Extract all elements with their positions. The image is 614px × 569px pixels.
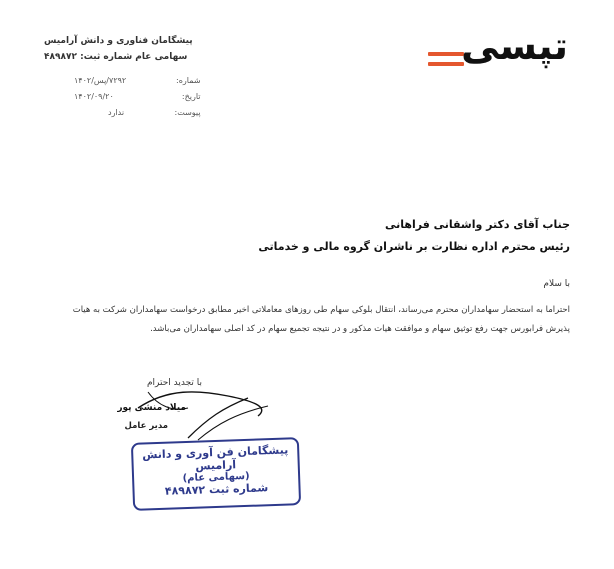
signer-role: مدیر عامل — [124, 421, 168, 431]
signature-icon — [128, 378, 278, 448]
company-name: پیشگامان فناوری و دانش آرامیس — [44, 36, 193, 46]
greeting: با سلام — [543, 279, 570, 289]
letter-number-label: شماره: — [176, 76, 201, 85]
registration-number: سهامی عام شماره ثبت: ۴۸۹۸۷۲ — [44, 52, 188, 62]
recipient-title: رئیس محترم اداره نظارت بر ناشران گروه مالی و خدماتی — [258, 240, 570, 253]
meta-row-date — [74, 92, 201, 101]
company-logo: تپسی — [461, 24, 568, 68]
stamp-line-2: (سهامی عام) — [182, 470, 250, 485]
body-line-1: احتراما به استحضار سهامداران محترم می‌رساند، انتقال بلوکی سهام طی روزهای معاملاتی اخیر مطابق درخواست سهامداران شرکت به هیات — [72, 305, 570, 315]
signer-name: میلاد منشی پور — [117, 403, 186, 413]
letter-attachment-label: پیوست: — [174, 108, 201, 117]
stamp-line-3: شماره ثبت ۴۸۹۸۷۲ — [164, 481, 269, 498]
letter-date: ۱۴۰۲/۰۹/۲۰ — [74, 92, 114, 101]
meta-row-attachment — [74, 108, 201, 117]
logo-bars-icon — [428, 52, 464, 72]
letter-number: ۷۲۹۲/پس/۱۴۰۲ — [74, 76, 127, 85]
letter-date-label: تاریخ: — [181, 92, 201, 101]
company-stamp — [131, 437, 301, 511]
stamp-line-1: پیشگامان فن آوری و دانش آرامیس — [142, 443, 289, 473]
body-line-2: پذیرش فرابورس جهت رفع توثیق سهام و موافقت هیات مذکور و در نتیجه تجمیع سهام در کد اصلی سهامداران می‌باشد. — [150, 324, 570, 334]
recipient-name: جناب آقای دکتر واشقانی فراهانی — [384, 218, 570, 231]
letter-attachment: ندارد — [108, 108, 125, 117]
closing: با تجدید احترام — [146, 378, 202, 388]
meta-row-number — [74, 76, 201, 85]
